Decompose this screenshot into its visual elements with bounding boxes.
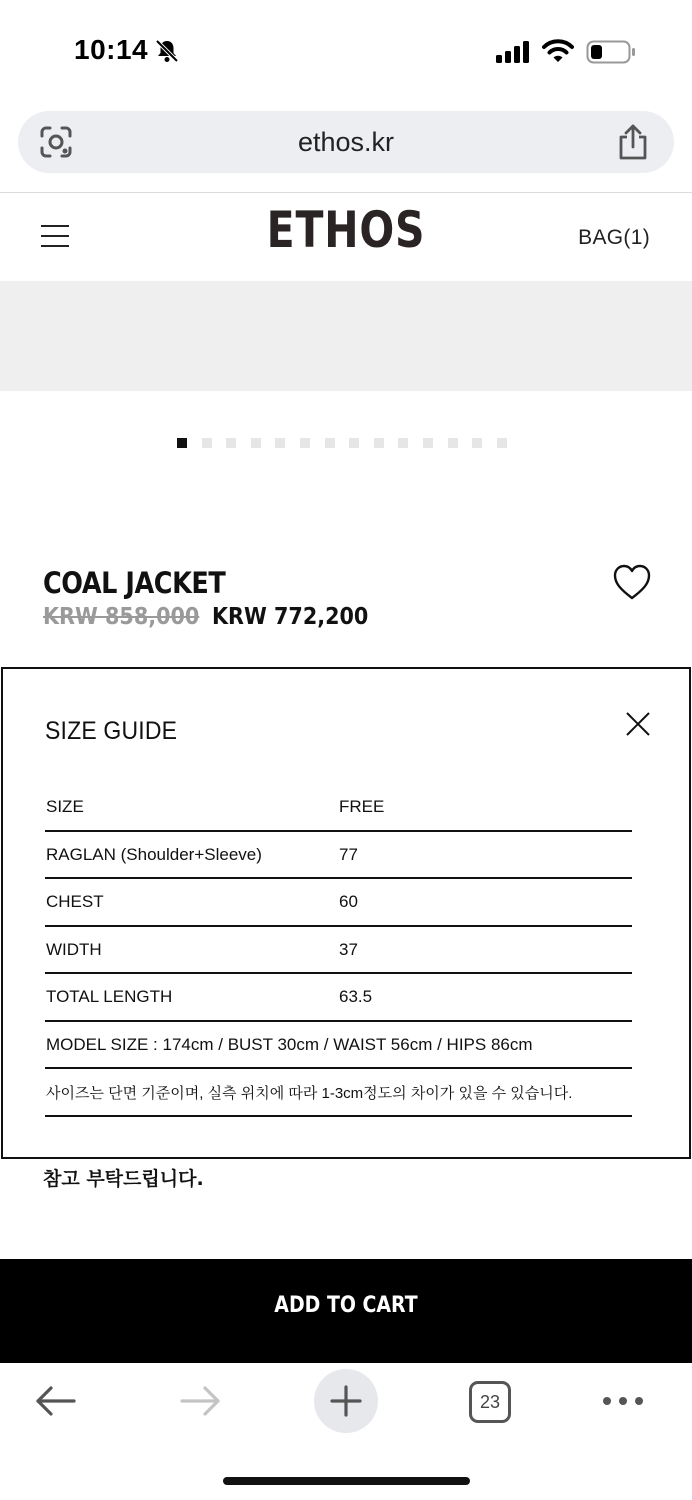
pagination-dot[interactable] (202, 438, 212, 448)
back-arrow-icon[interactable] (34, 1385, 78, 1417)
row-value: 60 (339, 892, 358, 911)
url-text[interactable]: ethos.kr (297, 127, 395, 157)
pagination-dot[interactable] (275, 438, 285, 448)
table-row (45, 927, 632, 975)
cellular-signal-icon (496, 40, 532, 64)
pagination-dot[interactable] (398, 438, 408, 448)
size-note-text: 사이즈는 단면 기준이며, 실측 위치에 따라 1-3cm정도의 차이가 있을 수 있습니다. (46, 1085, 573, 1102)
pagination-dot[interactable] (251, 438, 261, 448)
add-to-cart-label: ADD TO CART (274, 1293, 418, 1318)
status-time: 10:14 (74, 34, 149, 65)
row-label: SIZE (46, 797, 84, 816)
pagination-dot[interactable] (472, 438, 482, 448)
pagination-dot[interactable] (349, 438, 359, 448)
pagination-dot[interactable] (423, 438, 433, 448)
row-label: RAGLAN (Shoulder+Sleeve) (46, 844, 262, 864)
size-guide-title: SIZE GUIDE (45, 717, 178, 745)
row-label: TOTAL LENGTH (46, 987, 173, 1006)
size-note-continued: 참고 부탁드립니다. (43, 1168, 204, 1190)
tab-switcher-button[interactable]: 23 (469, 1381, 511, 1423)
table-row (45, 784, 632, 832)
pagination-dot[interactable] (226, 438, 236, 448)
more-options-icon[interactable] (602, 1395, 644, 1407)
model-size-row (45, 1022, 632, 1070)
row-value: 63.5 (339, 987, 373, 1006)
wishlist-heart-icon[interactable] (612, 563, 652, 601)
bag-link[interactable]: BAG(1) (578, 226, 650, 249)
table-row (45, 879, 632, 927)
pagination-dot[interactable] (497, 438, 507, 448)
size-note-row (45, 1069, 632, 1117)
size-guide-modal (1, 667, 691, 1159)
add-to-cart-button[interactable] (0, 1259, 692, 1363)
table-row (45, 832, 632, 880)
pagination-dot[interactable] (374, 438, 384, 448)
row-value: 77 (339, 844, 358, 864)
sale-price: KRW 772,200 (212, 604, 369, 630)
gallery-pagination (177, 438, 507, 448)
model-size-text: MODEL SIZE : 174cm / BUST 30cm / WAIST 56cm / HIPS 86cm (46, 1034, 533, 1054)
share-icon[interactable] (616, 123, 650, 161)
table-row (45, 974, 632, 1022)
row-value: 37 (339, 939, 358, 959)
pagination-dot[interactable] (177, 438, 187, 448)
pagination-dot[interactable] (300, 438, 310, 448)
plus-icon (330, 1385, 362, 1417)
pagination-dot[interactable] (325, 438, 335, 448)
product-title: COAL JACKET (43, 566, 226, 600)
row-label: WIDTH (46, 939, 102, 959)
battery-icon (586, 39, 636, 65)
status-bar (0, 0, 692, 100)
site-header (0, 193, 692, 281)
original-price: KRW 858,000 (43, 604, 200, 630)
home-indicator (223, 1477, 470, 1485)
row-value: FREE (339, 797, 385, 816)
size-guide-table (45, 784, 632, 1117)
wifi-icon (542, 38, 574, 64)
new-tab-button[interactable] (314, 1369, 378, 1433)
close-icon[interactable] (625, 711, 651, 737)
address-bar[interactable] (18, 111, 674, 173)
row-label: CHEST (46, 892, 104, 911)
site-logo[interactable]: ETHOS (266, 201, 426, 259)
pagination-dot[interactable] (448, 438, 458, 448)
bell-slash-icon (154, 38, 180, 64)
product-image-gallery[interactable] (0, 281, 692, 391)
forward-arrow-icon[interactable] (178, 1385, 222, 1417)
